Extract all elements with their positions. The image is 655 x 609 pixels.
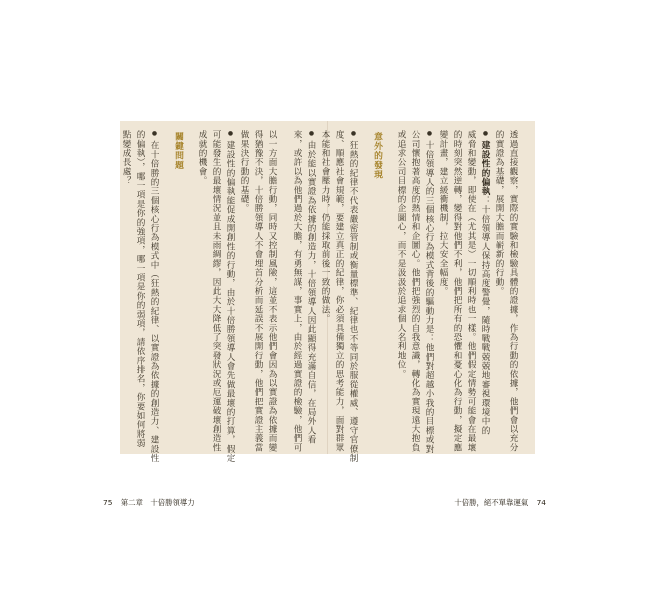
text-run: ：十倍領導人保持高度警覺，隨時戰戰兢兢地審視環境中的: [480, 195, 490, 436]
bullet-item: [223, 130, 237, 463]
text-line: 成就的機會。: [197, 130, 207, 186]
text-run: 建設性的偏執能促成開創性的行動，由於十倍勝領導人會先做最壞的打算，假定: [225, 140, 235, 463]
text-line: 的偏執），哪一項是你的強項，哪一項是你的弱項，請依序排名，你要如何將弱: [135, 130, 145, 448]
text-run: 十倍領導人的三個核心行為模式背後的驅動力是：他們對超越小我的目標或對: [424, 140, 434, 454]
text-line: 度、順應社會規範，要建立真正的紀律，你必須具備獨立的思考能力，面對群眾: [334, 130, 344, 452]
section-heading: 意外的發現: [372, 132, 382, 179]
bullet-item: [478, 130, 492, 450]
bullet-item: [346, 130, 360, 463]
text-line: 做果決行動的基礎。: [239, 130, 249, 213]
text-run: 由於能以實證為依據的創造力，十倍領導人因此顯得充滿自信，在局外人看: [306, 140, 316, 445]
text-line: 變計畫，建立緩衝機制，拉大安全幅度。: [438, 130, 448, 296]
bullet-icon: [225, 130, 235, 141]
text-line: 透過直接觀察，實際的實驗和檢驗具體的證據，作為行動的依據，他們會以充分: [508, 130, 518, 452]
text-line: 來，或許以為他們過於大膽，有勇無謀，事實上，由於經過實證的檢驗，他們可: [292, 130, 302, 452]
bullet-icon: [424, 130, 434, 141]
running-title: 十倍勝，絕不單靠運氣: [454, 498, 529, 507]
text-line: 的實證為基礎，展開大膽而嶄新的行動。: [494, 130, 504, 296]
text-run: 狂熱的紀律不代表嚴密管制或衡量標準、紀律也不等同於服從權威、遵守官僚制: [348, 140, 358, 463]
text-line: 的時刻突然逆轉，變得對他們不利，他們把所有的恐懼和憂心化為行動，擬定應: [452, 130, 462, 452]
left-page-footer: [103, 497, 201, 508]
section-heading: 關鍵問題: [173, 132, 183, 170]
running-title: 第二章 十倍勝領導力: [120, 498, 195, 507]
page-number: 74: [536, 498, 546, 507]
bullet-item: [304, 130, 318, 450]
page-number: 75: [103, 498, 113, 507]
spacer: [360, 130, 370, 450]
spacer: [161, 130, 171, 450]
right-page-body: [282, 130, 520, 463]
bullet-icon: [480, 130, 490, 141]
bullet-icon: [348, 130, 358, 141]
left-page-body: [121, 130, 279, 463]
text-run: 在十倍勝的三個核心行為模式中（狂熱的紀律、以實證為依據的創造力、建設性: [149, 140, 159, 463]
text-line: 威脅和變動，即使在（尤其是）一切順利時也一樣。他們假定情勢可能會在最壞: [466, 130, 476, 452]
spacer: [185, 130, 195, 450]
text-line: 本能和社會壓力時，仍能採取前後一致的做法。: [320, 130, 330, 324]
bullet-icon: [306, 130, 316, 141]
bullet-item: [422, 130, 436, 454]
text-line: 可能發生的最壞情況並且未雨綢繆，因此大大降低了突發狀況或厄運破壞創造性: [211, 130, 221, 452]
text-line: 得猶豫不決，十倍勝領導人不會埋首分析而延誤不展開行動，他們把實證主義當: [253, 130, 263, 452]
bullet-label: 建設性的偏執: [480, 140, 490, 196]
text-line: 點變成長處？: [121, 130, 131, 186]
bullet-icon: [149, 130, 159, 141]
spacer: [384, 130, 394, 450]
bullet-item: [147, 130, 161, 463]
right-page-footer: [454, 497, 552, 508]
text-line: 以一方面大膽行動，同時又控制風險，這並不表示他們會因為以實證為依據而變: [267, 130, 277, 452]
text-line: 公司懷抱著高度的熱情和企圖心。他們把強烈的自我意識，轉化為實現遠大抱負: [410, 130, 420, 452]
text-line: 或追求公司目標的企圖心，而不是汲汲於追求個人名利地位。: [396, 130, 406, 379]
